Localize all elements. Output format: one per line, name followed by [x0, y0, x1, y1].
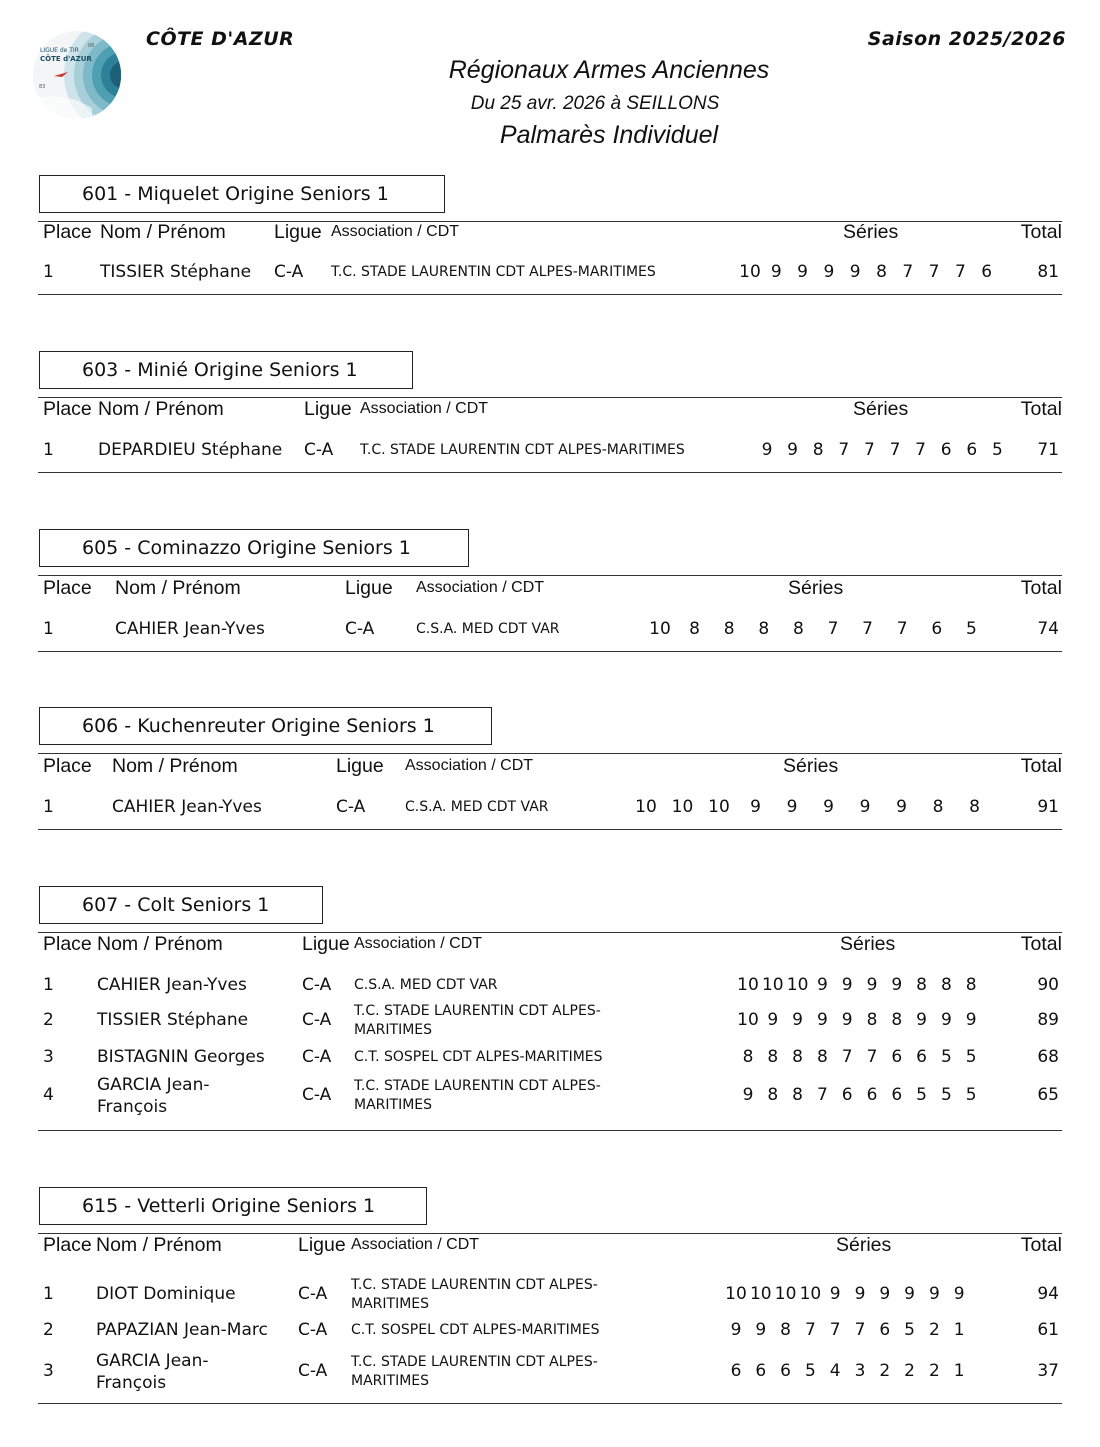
- place: 2: [43, 1010, 54, 1030]
- ligue: C-A: [304, 440, 334, 460]
- series-score: 10: [799, 1284, 822, 1304]
- category-section: [38, 351, 1062, 474]
- series-score: 8: [689, 619, 700, 639]
- series-score: 5: [965, 1085, 977, 1105]
- section-bottom-divider: [38, 829, 1062, 830]
- series-score: 10: [635, 797, 657, 817]
- total-score: 81: [1037, 262, 1059, 282]
- series-score: 8: [891, 1010, 903, 1030]
- total-score: 91: [1037, 797, 1059, 817]
- association: T.C. STADE LAURENTIN CDT ALPES-MARITIMES: [354, 1078, 601, 1113]
- col-association-header: Association / CDT: [331, 223, 460, 240]
- total-score: 68: [1037, 1047, 1059, 1067]
- series-score: 6: [966, 440, 978, 460]
- association: T.C. STADE LAURENTIN CDT ALPES-MARITIMES: [331, 264, 656, 280]
- series-score: 10: [671, 797, 694, 817]
- shooter-name: BISTAGNIN Georges: [97, 1047, 265, 1067]
- series-score: 8: [965, 975, 977, 995]
- place: 3: [43, 1361, 54, 1381]
- series-score: 10: [774, 1284, 797, 1304]
- series-score: 1: [953, 1361, 965, 1381]
- series-score: 7: [896, 619, 908, 639]
- series-score: 5: [804, 1361, 816, 1381]
- series-score: 9: [823, 797, 834, 817]
- col-total-header: Total: [1020, 755, 1062, 777]
- series-score: 7: [838, 440, 850, 460]
- series-score: 9: [767, 1010, 779, 1030]
- series-score: 7: [889, 440, 901, 460]
- series-score: 8: [780, 1320, 791, 1340]
- association: C.S.A. MED CDT VAR: [405, 799, 549, 815]
- ligue: C-A: [345, 619, 375, 639]
- series-score: 8: [876, 262, 887, 282]
- section-bottom-divider: [38, 1403, 1062, 1404]
- col-association-header: Association / CDT: [416, 579, 545, 596]
- series-score: 7: [902, 262, 914, 282]
- logo-text-main: CÔTE d'AZUR: [40, 55, 92, 63]
- association: C.T. SOSPEL CDT ALPES-MARITIMES: [354, 1049, 603, 1065]
- col-association-header: Association / CDT: [360, 400, 489, 417]
- place: 1: [43, 1284, 54, 1304]
- col-name-header: Nom / Prénom: [98, 398, 224, 420]
- event-subtitle: Palmarès Individuel: [499, 121, 719, 149]
- series-score: 10: [749, 1284, 772, 1304]
- col-series-header: Séries: [783, 755, 839, 777]
- event-title: Régionaux Armes Anciennes: [448, 56, 770, 84]
- series-score: 8: [767, 1047, 779, 1067]
- series-score: 6: [841, 1085, 853, 1105]
- series-score: 9: [750, 797, 761, 817]
- shooter-name: GARCIA Jean-François: [96, 1351, 209, 1393]
- col-ligue-header: Ligue: [302, 933, 350, 955]
- col-total-header: Total: [1020, 577, 1062, 599]
- series-score: 5: [916, 1085, 927, 1105]
- series-score: 7: [954, 262, 966, 282]
- section-bottom-divider: [38, 472, 1062, 473]
- series-score: 9: [953, 1284, 965, 1304]
- col-ligue-header: Ligue: [274, 221, 322, 243]
- total-score: 37: [1037, 1361, 1059, 1381]
- series-score: 5: [940, 1047, 952, 1067]
- col-series-header: Séries: [788, 577, 844, 599]
- col-series-header: Séries: [840, 933, 896, 955]
- col-name-header: Nom / Prénom: [112, 755, 238, 777]
- col-place-header: Place: [43, 933, 92, 955]
- col-series-header: Séries: [836, 1234, 892, 1256]
- series-score: 2: [904, 1361, 915, 1381]
- series-score: 9: [755, 1320, 767, 1340]
- series-score: 9: [841, 1010, 853, 1030]
- series-score: 6: [879, 1320, 891, 1340]
- series-score: 7: [866, 1047, 878, 1067]
- place: 2: [43, 1320, 54, 1340]
- association: T.C. STADE LAURENTIN CDT ALPES-MARITIMES: [351, 1277, 598, 1312]
- col-association-header: Association / CDT: [351, 1236, 480, 1253]
- series-score: 6: [730, 1361, 742, 1381]
- association: T.C. STADE LAURENTIN CDT ALPES-MARITIMES: [360, 442, 685, 458]
- association: T.C. STADE LAURENTIN CDT ALPES-MARITIMES: [354, 1003, 601, 1038]
- series-score: 1: [953, 1320, 965, 1340]
- category-section: [38, 175, 1062, 296]
- series-score: 8: [940, 975, 952, 995]
- col-place-header: Place: [43, 755, 92, 777]
- series-score: 10: [737, 1010, 759, 1030]
- series-score: 8: [816, 1047, 828, 1067]
- series-score: 9: [928, 1284, 940, 1304]
- col-name-header: Nom / Prénom: [97, 933, 223, 955]
- series-score: 7: [854, 1320, 866, 1340]
- series-score: 6: [981, 262, 993, 282]
- total-score: 61: [1037, 1320, 1059, 1340]
- category-section: [38, 707, 1062, 831]
- category-title: 603 - Minié Origine Seniors 1: [39, 351, 413, 389]
- series-score: 9: [916, 1010, 927, 1030]
- ligue: C-A: [298, 1284, 328, 1304]
- series-score: 9: [841, 975, 853, 995]
- header-divider: [38, 753, 1062, 754]
- ligue: C-A: [302, 1010, 332, 1030]
- ligue: C-A: [302, 975, 332, 995]
- logo-text-top: LIGUE de TIR: [40, 47, 79, 54]
- col-ligue-header: Ligue: [304, 398, 352, 420]
- series-score: 10: [786, 975, 809, 995]
- shooter-name: DIOT Dominique: [96, 1284, 236, 1304]
- col-ligue-header: Ligue: [345, 577, 393, 599]
- series-score: 9: [965, 1010, 977, 1030]
- series-score: 8: [866, 1010, 878, 1030]
- series-score: 9: [940, 1010, 952, 1030]
- col-place-header: Place: [43, 398, 92, 420]
- ligue: C-A: [302, 1047, 332, 1067]
- header-divider: [38, 575, 1062, 576]
- series-score: 9: [786, 797, 798, 817]
- series-score: 9: [742, 1085, 754, 1105]
- series-score: 6: [866, 1085, 878, 1105]
- series-score: 5: [991, 440, 1003, 460]
- series-score: 8: [812, 440, 824, 460]
- ligue: C-A: [274, 262, 304, 282]
- series-score: 10: [737, 975, 759, 995]
- series-score: 6: [891, 1085, 903, 1105]
- series-score: 10: [725, 1284, 747, 1304]
- series-score: 10: [761, 975, 784, 995]
- region-label: CÔTE D'AZUR: [146, 28, 295, 50]
- col-name-header: Nom / Prénom: [100, 221, 226, 243]
- series-score: 9: [896, 797, 907, 817]
- series-score: 8: [723, 619, 735, 639]
- series-score: 5: [965, 1047, 977, 1067]
- col-series-header: Séries: [853, 398, 909, 420]
- category-section: [38, 529, 1062, 653]
- col-name-header: Nom / Prénom: [96, 1234, 222, 1256]
- col-total-header: Total: [1020, 221, 1062, 243]
- series-score: 9: [904, 1284, 915, 1304]
- series-score: 8: [742, 1047, 754, 1067]
- association: C.S.A. MED CDT VAR: [416, 621, 560, 637]
- col-ligue-header: Ligue: [298, 1234, 346, 1256]
- place: 1: [43, 619, 54, 639]
- total-score: 65: [1037, 1085, 1059, 1105]
- section-bottom-divider: [38, 1130, 1062, 1131]
- col-series-header: Séries: [843, 221, 899, 243]
- shooter-name: CAHIER Jean-Yves: [115, 619, 265, 639]
- series-score: 7: [915, 440, 926, 460]
- series-score: 5: [940, 1085, 952, 1105]
- series-score: 3: [854, 1361, 866, 1381]
- total-score: 90: [1037, 975, 1059, 995]
- series-score: 10: [649, 619, 671, 639]
- place: 1: [43, 975, 54, 995]
- series-score: 7: [863, 440, 875, 460]
- series-score: 9: [787, 440, 798, 460]
- logo-num-83: 83: [39, 84, 46, 90]
- category-title: 601 - Miquelet Origine Seniors 1: [39, 175, 445, 213]
- ligue: C-A: [336, 797, 366, 817]
- series-score: 7: [928, 262, 940, 282]
- place: 3: [43, 1047, 54, 1067]
- series-score: 6: [916, 1047, 927, 1067]
- series-score: 6: [780, 1361, 791, 1381]
- shooter-name: TISSIER Stéphane: [97, 1010, 249, 1030]
- series-score: 9: [823, 262, 835, 282]
- series-score: 2: [879, 1361, 891, 1381]
- category-title: 615 - Vetterli Origine Seniors 1: [39, 1187, 427, 1225]
- series-score: 8: [932, 797, 944, 817]
- series-score: 7: [841, 1047, 853, 1067]
- series-score: 7: [862, 619, 873, 639]
- series-score: 9: [891, 975, 903, 995]
- series-score: 6: [755, 1361, 767, 1381]
- association: T.C. STADE LAURENTIN CDT ALPES-MARITIMES: [351, 1354, 598, 1389]
- col-total-header: Total: [1020, 398, 1062, 420]
- ligue: C-A: [298, 1320, 328, 1340]
- series-score: 9: [816, 1010, 828, 1030]
- association: C.S.A. MED CDT VAR: [354, 977, 498, 993]
- logo-num-06: 06: [88, 43, 95, 49]
- col-ligue-header: Ligue: [336, 755, 384, 777]
- series-score: 10: [708, 797, 730, 817]
- series-score: 9: [859, 797, 871, 817]
- series-score: 10: [739, 262, 761, 282]
- series-score: 9: [761, 440, 773, 460]
- category-title: 606 - Kuchenreuter Origine Seniors 1: [39, 707, 492, 745]
- ligue: C-A: [302, 1085, 332, 1105]
- series-score: 9: [792, 1010, 803, 1030]
- section-bottom-divider: [38, 294, 1062, 295]
- shooter-name: PAPAZIAN Jean-Marc: [96, 1320, 268, 1340]
- series-score: 7: [829, 1320, 841, 1340]
- col-place-header: Place: [43, 577, 92, 599]
- series-score: 9: [730, 1320, 742, 1340]
- shooter-name: DEPARDIEU Stéphane: [98, 440, 283, 460]
- series-score: 8: [792, 1085, 803, 1105]
- col-association-header: Association / CDT: [405, 757, 534, 774]
- col-total-header: Total: [1020, 933, 1062, 955]
- event-date: Du 25 avr. 2026 à SEILLONS: [470, 93, 720, 114]
- shooter-name: CAHIER Jean-Yves: [112, 797, 262, 817]
- col-place-header: Place: [43, 1234, 92, 1256]
- series-score: 8: [792, 1047, 803, 1067]
- series-score: 5: [904, 1320, 915, 1340]
- season-label: Saison 2025/2026: [867, 28, 1066, 50]
- total-score: 89: [1037, 1010, 1059, 1030]
- ligue: C-A: [298, 1361, 328, 1381]
- category-title: 605 - Cominazzo Origine Seniors 1: [39, 529, 469, 567]
- series-score: 8: [758, 619, 770, 639]
- series-score: 9: [849, 262, 861, 282]
- association: C.T. SOSPEL CDT ALPES-MARITIMES: [351, 1322, 600, 1338]
- place: 1: [43, 440, 54, 460]
- place: 1: [43, 262, 54, 282]
- shooter-name: GARCIA Jean-François: [97, 1075, 210, 1117]
- total-score: 71: [1037, 440, 1059, 460]
- category-section: [38, 886, 1062, 1132]
- series-score: 9: [854, 1284, 866, 1304]
- col-place-header: Place: [43, 221, 92, 243]
- series-score: 2: [928, 1320, 940, 1340]
- col-total-header: Total: [1020, 1234, 1062, 1256]
- series-score: 7: [804, 1320, 816, 1340]
- series-score: 9: [866, 975, 878, 995]
- place: 4: [43, 1085, 54, 1105]
- series-score: 6: [891, 1047, 903, 1067]
- category-title: 607 - Colt Seniors 1: [39, 886, 323, 924]
- series-score: 8: [916, 975, 927, 995]
- series-score: 5: [965, 619, 977, 639]
- place: 1: [43, 797, 54, 817]
- series-score: 9: [770, 262, 782, 282]
- series-score: 8: [792, 619, 804, 639]
- series-score: 9: [829, 1284, 841, 1304]
- series-score: 4: [829, 1361, 841, 1381]
- series-score: 2: [928, 1361, 940, 1381]
- shooter-name: CAHIER Jean-Yves: [97, 975, 247, 995]
- shooter-name: TISSIER Stéphane: [100, 262, 252, 282]
- series-score: 6: [940, 440, 952, 460]
- category-section: [38, 1187, 1062, 1405]
- col-association-header: Association / CDT: [354, 935, 483, 952]
- total-score: 94: [1037, 1284, 1059, 1304]
- series-score: 7: [827, 619, 839, 639]
- series-score: 6: [931, 619, 943, 639]
- series-score: 9: [816, 975, 828, 995]
- total-score: 74: [1037, 619, 1059, 639]
- series-score: 8: [767, 1085, 779, 1105]
- series-score: 9: [797, 262, 808, 282]
- series-score: 8: [969, 797, 980, 817]
- series-score: 7: [816, 1085, 828, 1105]
- series-score: 9: [879, 1284, 891, 1304]
- section-bottom-divider: [38, 651, 1062, 652]
- col-name-header: Nom / Prénom: [115, 577, 241, 599]
